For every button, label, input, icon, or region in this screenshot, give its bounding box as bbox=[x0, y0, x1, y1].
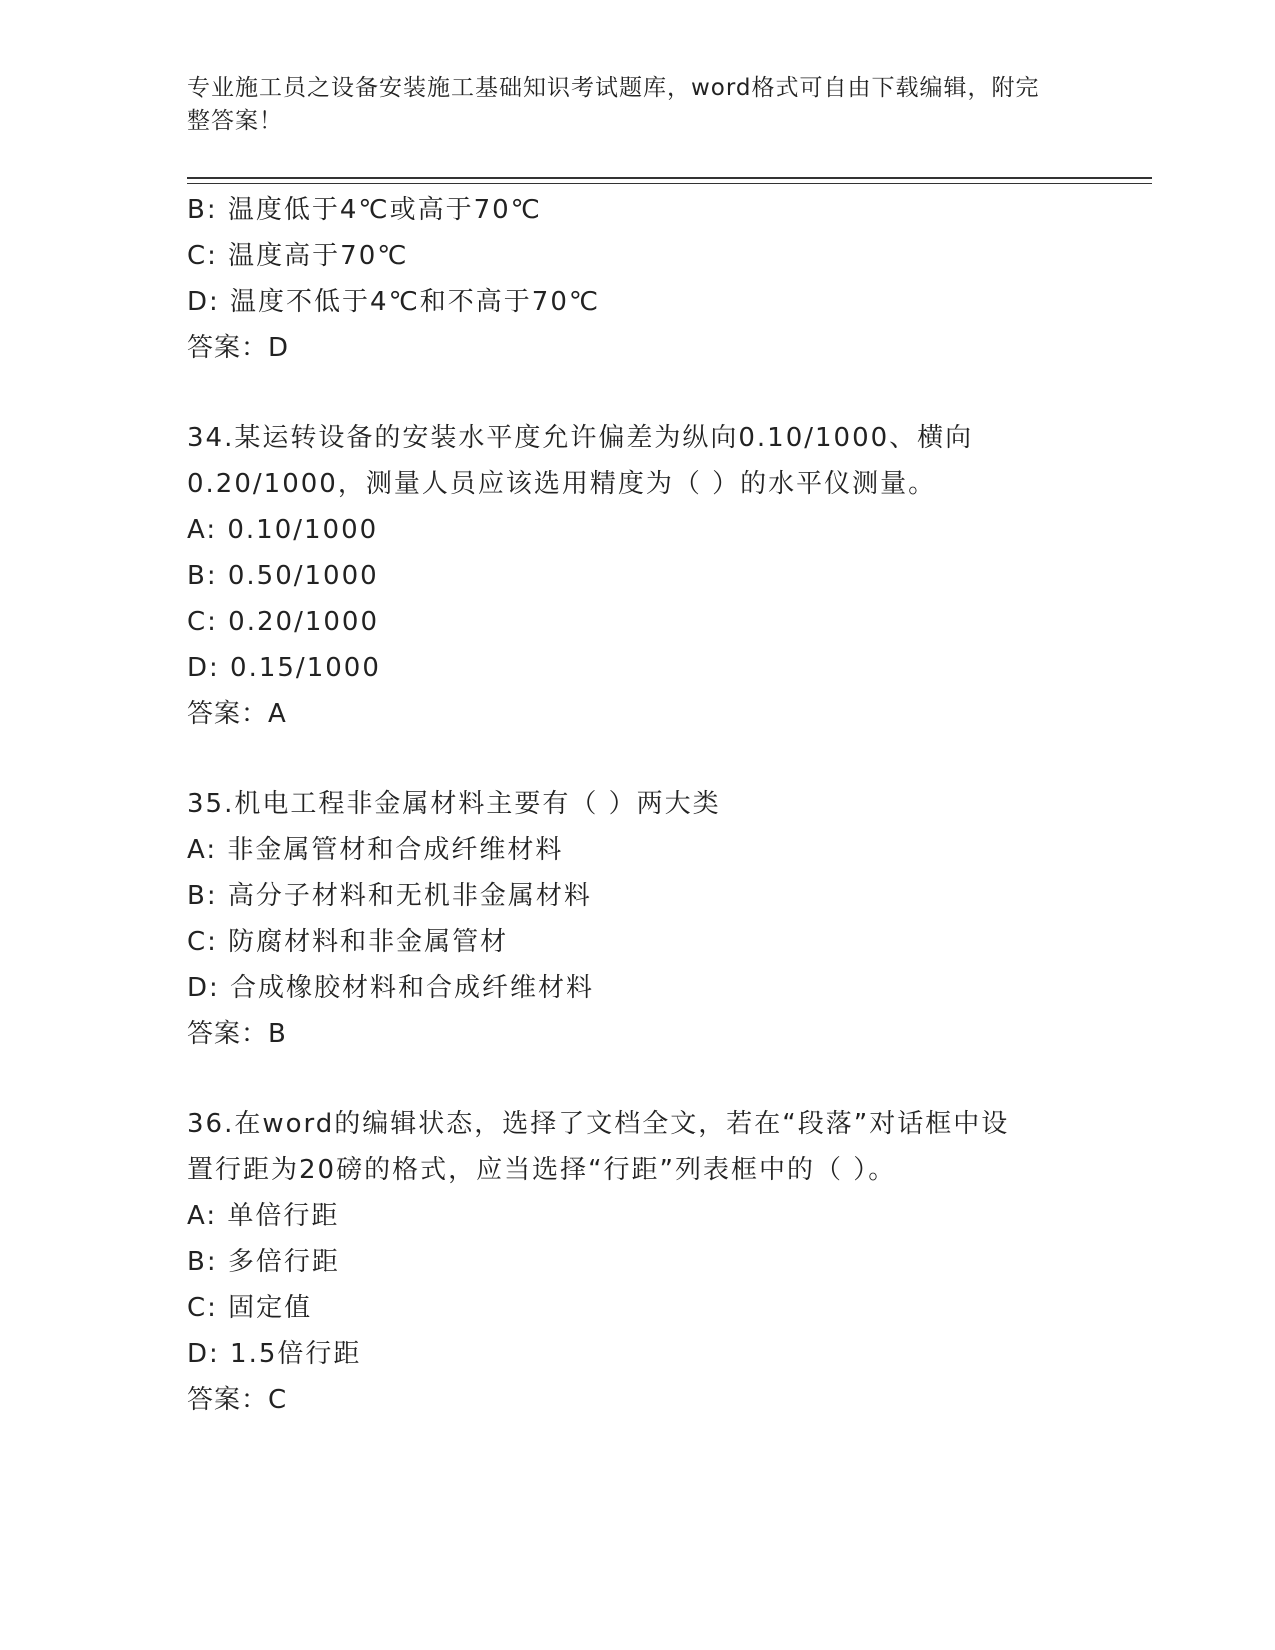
option-d: D: 0.15/1000 bbox=[187, 653, 381, 683]
question-stem-line-1: 34.某运转设备的安装水平度允许偏差为纵向0.10/1000、横向 bbox=[187, 423, 974, 453]
answer-line: 答案：B bbox=[187, 1019, 287, 1049]
question-list bbox=[187, 187, 1147, 1423]
header-title-line-2: 整答案！ bbox=[187, 108, 283, 134]
option-d: D: 1.5倍行距 bbox=[187, 1339, 362, 1369]
question-36 bbox=[187, 1101, 1147, 1423]
question-spacer bbox=[187, 371, 1147, 415]
option-a: A: 0.10/1000 bbox=[187, 515, 379, 545]
answer-line: 答案：D bbox=[187, 333, 290, 363]
header-title-line-1: 专业施工员之设备安装施工基础知识考试题库，word格式可自由下载编辑，附完 bbox=[187, 75, 1040, 101]
question-stem-line-2: 置行距为20磅的格式，应当选择“行距”列表框中的（ ）。 bbox=[187, 1155, 897, 1185]
answer-line: 答案：C bbox=[187, 1385, 288, 1415]
option-b: B: 0.50/1000 bbox=[187, 561, 379, 591]
question-stem-line-1: 35.机电工程非金属材料主要有（ ）两大类 bbox=[187, 789, 721, 819]
document-header bbox=[187, 72, 1067, 138]
option-a: A: 单倍行距 bbox=[187, 1201, 340, 1231]
option-d: D: 合成橡胶材料和合成纤维材料 bbox=[187, 973, 595, 1003]
option-c: C: 0.20/1000 bbox=[187, 607, 379, 637]
question-34 bbox=[187, 415, 1147, 737]
option-b: B: 多倍行距 bbox=[187, 1247, 340, 1277]
header-divider-thick bbox=[187, 177, 1152, 179]
question-33 bbox=[187, 187, 1147, 371]
option-a: A: 非金属管材和合成纤维材料 bbox=[187, 835, 564, 865]
question-spacer bbox=[187, 1057, 1147, 1101]
question-35 bbox=[187, 781, 1147, 1057]
option-b: B: 温度低于4℃或高于70℃ bbox=[187, 195, 542, 225]
option-d: D: 温度不低于4℃和不高于70℃ bbox=[187, 287, 601, 317]
option-c: C: 温度高于70℃ bbox=[187, 241, 409, 271]
question-spacer bbox=[187, 737, 1147, 781]
header-divider-thin bbox=[187, 183, 1152, 184]
option-b: B: 高分子材料和无机非金属材料 bbox=[187, 881, 592, 911]
question-stem-line-1: 36.在word的编辑状态，选择了文档全文，若在“段落”对话框中设 bbox=[187, 1109, 1010, 1139]
option-c: C: 固定值 bbox=[187, 1293, 313, 1323]
question-stem-line-2: 0.20/1000，测量人员应该选用精度为（ ）的水平仪测量。 bbox=[187, 469, 937, 499]
answer-line: 答案：A bbox=[187, 699, 287, 729]
option-c: C: 防腐材料和非金属管材 bbox=[187, 927, 509, 957]
